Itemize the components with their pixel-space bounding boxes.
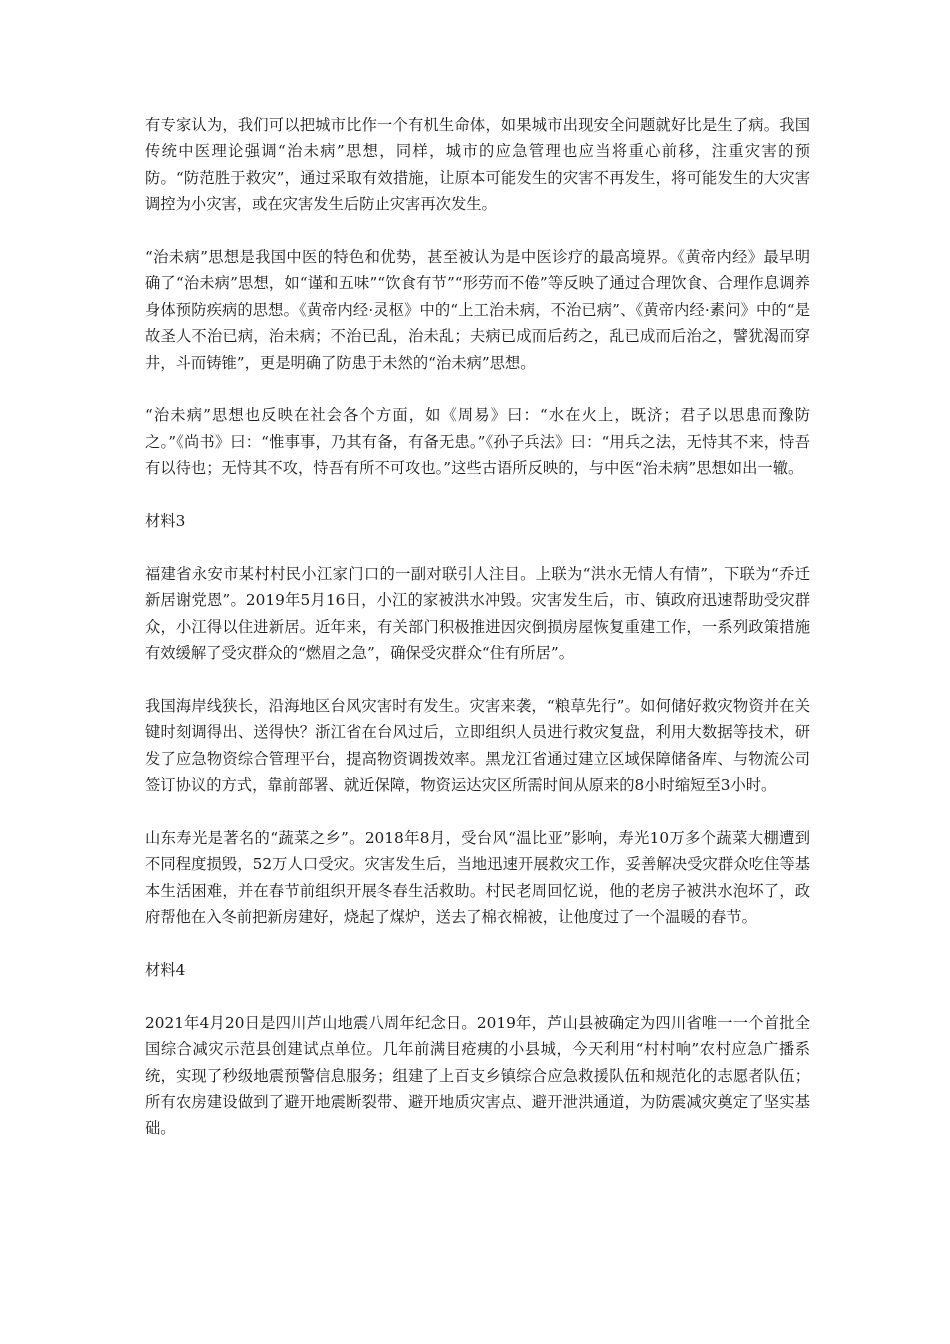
material-4-heading: 材料4 [145,960,186,979]
material-3-heading: 材料3 [145,512,186,531]
paragraph-typhoon-supplies: 我国海岸线狭长，沿海地区台风灾害时有发生。灾害来袭，“粮草先行”。如何储好救灾物资并在关键时刻调得出、送得快？浙江省在台风过后，立即组织人员进行救灾复盘，利用大数据等技术，研发了应急物资综合管理平台，提高物资调拨效率。黑龙江省通过建立区域保障储备库、与物流公司签订协议的方式，靠前部署、就近保障，物资运达灾区所需时间从原来的8小时缩短至3小时。 [145,696,810,795]
paragraph-shouguang: 山东寿光是著名的“蔬菜之乡”。2018年8月，受台风“温比亚”影响，寿光10万多个蔬菜大棚遭到不同程度损毁，52万人口受灾。灾害发生后，当地迅速开展救灾工作，妥善解决受灾群众吃住等基本生活困难，并在春节前组织开展冬春生活救助。村民老周回忆说，他的老房子被洪水泡坏了，政府帮他在入冬前把新房建好，烧起了煤炉，送去了棉衣棉被，让他度过了一个温暖的春节。 [145,828,810,927]
document-body [145,112,810,1168]
paragraph-lushan: 2021年4月20日是四川芦山地震八周年纪念日。2019年，芦山县被确定为四川省唯一一个首批全国综合减灾示范县创建试点单位。几年前满目疮痍的小县城，今天利用“村村响”农村应急广播系统，实现了秒级地震预警信息服务；组建了上百支乡镇综合应急救援队伍和规范化的志愿者队伍；所有农房建设做到了避开地震断裂带、避开地质灾害点、避开泄洪通道，为防震减灾奠定了坚实基础。 [145,1013,810,1138]
paragraph-zhiweibing-medicine: “治未病”思想是我国中医的特色和优势，甚至被认为是中医诊疗的最高境界。《黄帝内经》最早明确了“治未病”思想，如“谨和五味”“饮食有节”“形劳而不倦”等反映了通过合理饮食、合理作息调养身体预防疾病的思想。《黄帝内经·灵枢》中的“上工治未病，不治已病”、《黄帝内经·素问》中的“是故圣人不治已病，治未病；不治已乱，治未乱；夫病已成而后药之，乱已成而后治之，譬犹渴而穿井，斗而铸锥”，更是明确了防患于未然的“治未病”思想。 [145,248,810,372]
paragraph-fujian-couplet: 福建省永安市某村村民小江家门口的一副对联引人注目。上联为“洪水无情人有情”，下联为“乔迁新居谢党恩”。2019年5月16日，小江的家被洪水冲毁。灾害发生后，市、镇政府迅速帮助受灾群众，小江得以住进新居。近年来，有关部门积极推进因灾倒损房屋恢复重建工作，一系列政策措施有效缓解了受灾群众的“燃眉之急”，确保受灾群众“住有所居”。 [145,564,810,663]
paragraph-urban-safety: 有专家认为，我们可以把城市比作一个有机生命体，如果城市出现安全问题就好比是生了病。我国传统中医理论强调“治未病”思想，同样，城市的应急管理也应当将重心前移，注重灾害的预防。“防范胜于救灾”，通过采取有效措施，让原本可能发生的灾害不再发生，将可能发生的大灾害调控为小灾害，或在灾害发生后防止灾害再次发生。 [145,116,810,214]
paragraph-zhiweibing-society: “治未病”思想也反映在社会各个方面，如《周易》曰：“水在火上，既济；君子以思患而豫防之。”《尚书》曰：“惟事事，乃其有备，有备无患。”《孙子兵法》曰：“用兵之法，无恃其不来，恃吾有以待也；无恃其不攻，恃吾有所不可攻也。”这些古语所反映的，与中医“治未病”思想如出一辙。 [145,406,810,478]
